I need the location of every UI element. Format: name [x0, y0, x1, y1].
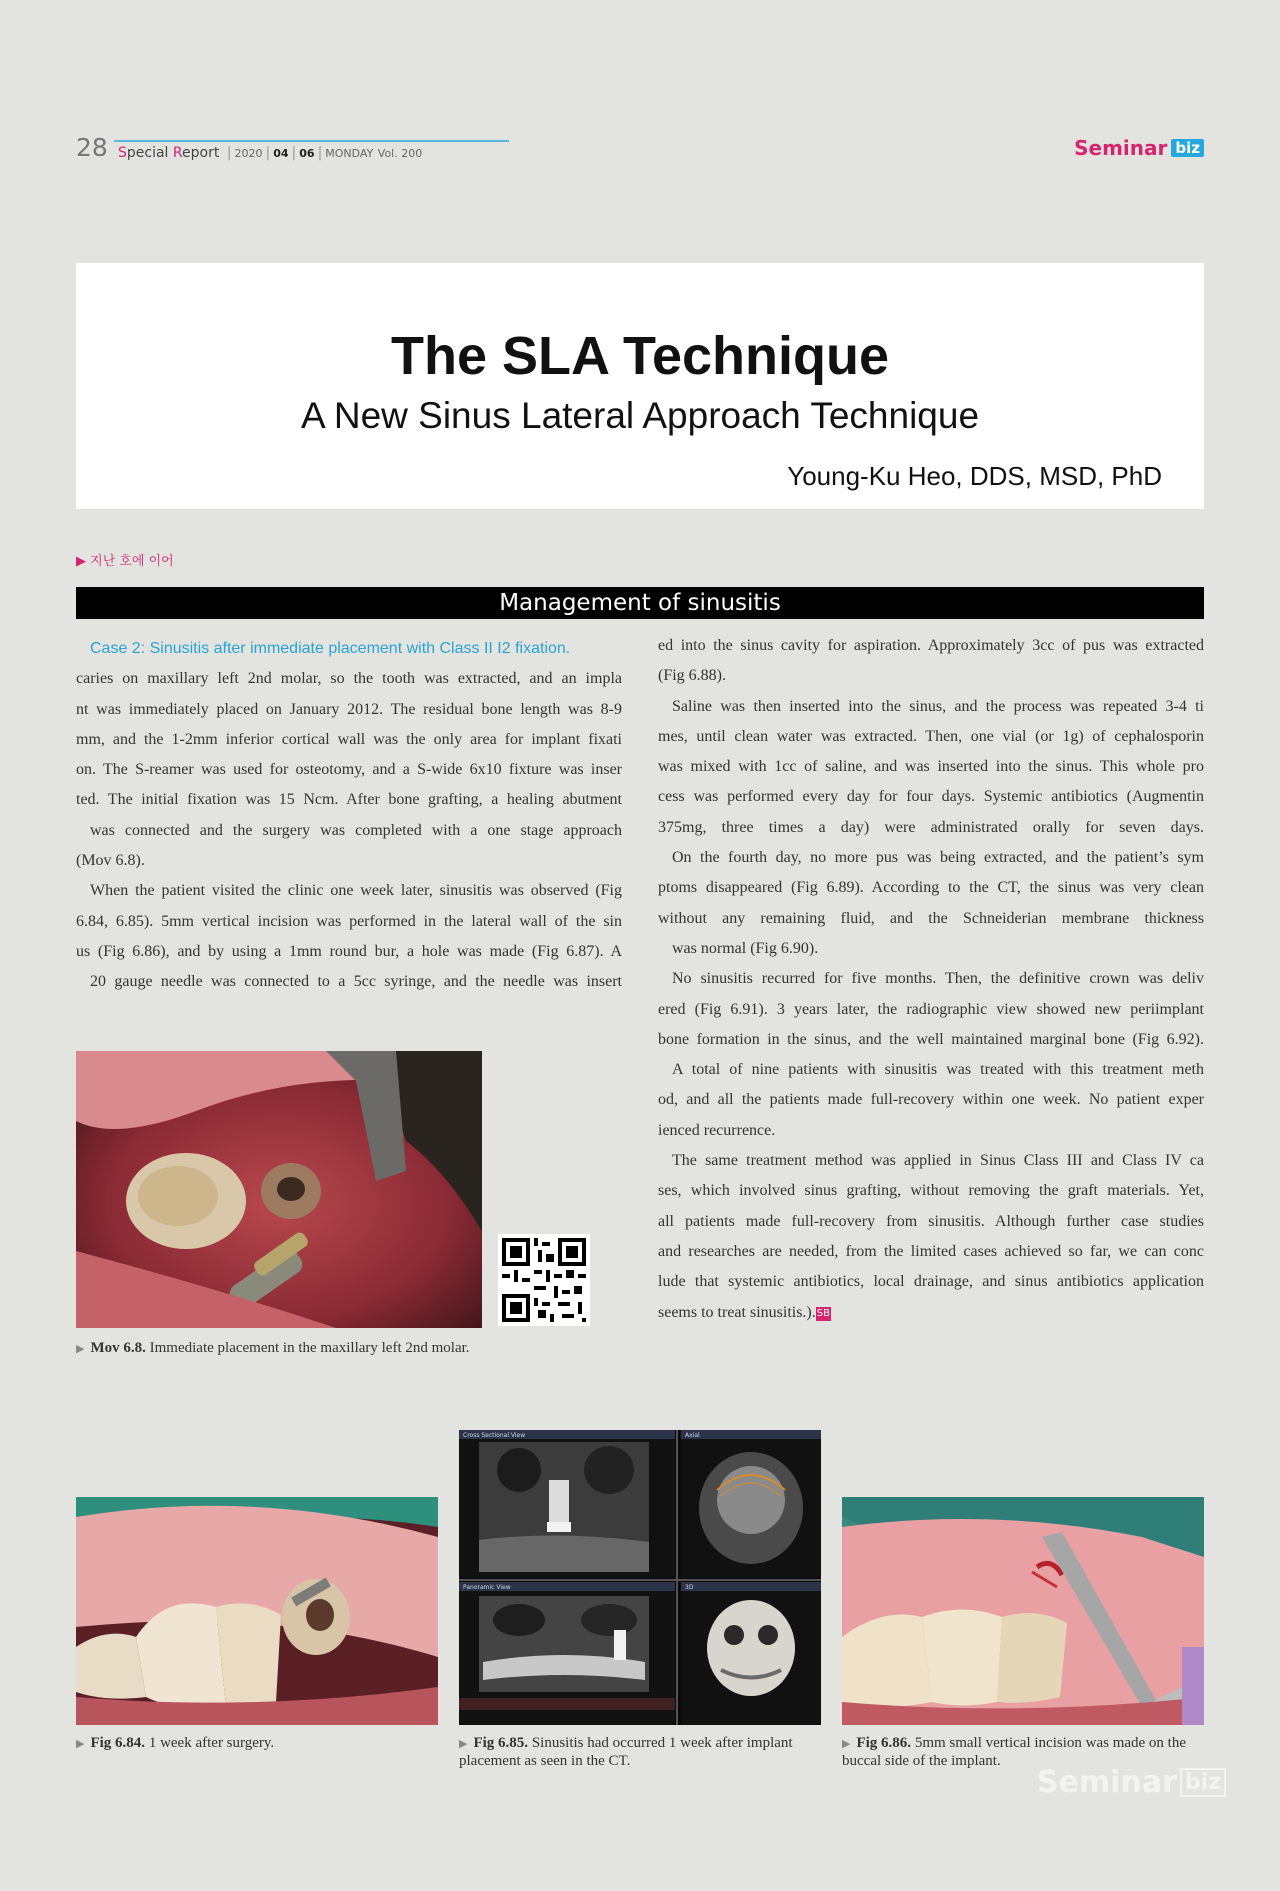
watermark-text: Seminar: [1037, 1765, 1177, 1800]
text-line: ienced recurrence.: [658, 1121, 776, 1139]
right-column: [658, 631, 1204, 1328]
text-line: caries on maxillary left 2nd molar, so the tooth was extracted, and an impla: [76, 670, 622, 688]
article-subtitle: A New Sinus Lateral Approach Technique: [300, 395, 980, 436]
text-line: cess was performed every day for four days. Systemic antibiotics (Augmentin: [658, 788, 1204, 806]
fig-6-85-label: Fig 6.85.: [473, 1735, 529, 1751]
case-heading: Case 2: Sinusitis after immediate placement with Class II I2 fixation.: [90, 640, 571, 657]
text-line: (Fig 6.88).: [658, 667, 726, 685]
text-line: was connected and the surgery was completed with a one stage approach: [90, 821, 622, 839]
text-line: 6.84, 6.85). 5mm vertical incision was performed in the lateral wall of the sin: [76, 912, 622, 930]
text-line: 20 gauge needle was connected to a 5cc syringe, and the needle was insert: [90, 973, 622, 991]
fig-6-84-text: 1 week after surgery.: [148, 1735, 275, 1751]
ct-panel-label-tr: Axial: [685, 1432, 700, 1439]
ct-panel-label-bl: Panoramic View: [463, 1584, 511, 1591]
text-line: all patients made full-recovery from sinusitis. Although further case studies: [658, 1212, 1204, 1230]
fig-6-84-label: Fig 6.84.: [90, 1735, 146, 1751]
logo-badge: biz: [1171, 139, 1204, 157]
fig-6-85-caption: ▶ Fig 6.85. Sinusitis had occurred 1 week after implant placement as seen in the CT.: [459, 1735, 793, 1769]
text-line: and researches are needed, from the limited cases achieved so far, we can conc: [658, 1242, 1204, 1260]
qr-code[interactable]: [498, 1234, 590, 1326]
fig-6-85-text: Sinusitis had occurred 1 week after implant placement as seen in the CT.: [459, 1735, 793, 1769]
text-line: The same treatment method was applied in Sinus Class III and Class IV ca: [672, 1152, 1204, 1170]
section-heading: Management of sinusitis: [76, 587, 1204, 619]
issue-year: 2020: [234, 147, 263, 160]
continued-label: ▶ 지난 호에 이어: [76, 554, 174, 569]
text-line: seems to treat sinusitis.).SB: [658, 1303, 830, 1321]
text-line: ered (Fig 6.91). 3 years later, the radiographic view showed new periimplant: [658, 1000, 1204, 1018]
text-line: us (Fig 6.86), and by using a 1mm round bur, a hole was made (Fig 6.87). A: [76, 942, 622, 960]
text-line: A total of nine patients with sinusitis was treated with this treatment meth: [672, 1061, 1204, 1079]
text-line: was mixed with 1cc of saline, and was inserted into the sinus. This whole pro: [658, 758, 1204, 776]
fig-6-84-caption: ▶ Fig 6.84. 1 week after surgery.: [76, 1735, 275, 1751]
text-line: without any remaining fluid, and the Schneiderian membrane thickness: [658, 909, 1204, 927]
text-line: was normal (Fig 6.90).: [672, 939, 819, 957]
page-number: 28: [76, 133, 108, 162]
text-line: 375mg, three times a day) were administrated orally for seven days.: [658, 818, 1204, 836]
fig-6-86-text: 5mm small vertical incision was made on the buccal side of the implant.: [842, 1735, 1186, 1769]
left-column: [76, 634, 622, 998]
page-header: [76, 130, 1204, 166]
mov-6-8-label: Mov 6.8.: [90, 1340, 146, 1356]
seminar-biz-logo: [1074, 136, 1204, 160]
mov-6-8-photo: [76, 1051, 482, 1328]
issue-volume: Vol. 200: [377, 147, 423, 160]
watermark: [1037, 1765, 1226, 1800]
section-first: Special: [118, 145, 169, 161]
fig-6-86-label: Fig 6.86.: [856, 1735, 912, 1751]
fig-6-84-photo: [76, 1497, 438, 1725]
text-line: bone formation in the sinus, and the well maintained marginal bone (Fig 6.92).: [658, 1030, 1204, 1048]
issue-day: 06: [299, 147, 315, 160]
text-line: mes, until clean water was extracted. Then, one vial (or 1g) of cephalosporin: [658, 727, 1204, 745]
mov-6-8-text: Immediate placement in the maxillary left 2nd molar.: [149, 1340, 470, 1356]
section-label: Special Report | 2020 | 04 | 06 | MONDAY Vol. 200: [118, 145, 423, 161]
issue-month: 04: [273, 147, 289, 160]
article-author: Young-Ku Heo, DDS, MSD, PhD: [787, 461, 1162, 491]
text-line: mm, and the 1-2mm inferior cortical wall was the only area for implant fixati: [76, 730, 622, 748]
ct-panel-label-br: 3D: [685, 1584, 694, 1591]
text-line: No sinusitis recurred for five months. Then, the definitive crown was deliv: [672, 970, 1204, 988]
end-badge: SB: [816, 1307, 830, 1319]
article-title: The SLA Technique: [390, 326, 890, 386]
text-line: (Mov 6.8).: [76, 852, 145, 870]
text-line: When the patient visited the clinic one week later, sinusitis was observed (Fig: [90, 882, 622, 900]
text-line: On the fourth day, no more pus was being extracted, and the patient’s sym: [672, 849, 1204, 867]
text-line: ted. The initial fixation was 15 Ncm. After bone grafting, a healing abutment: [76, 791, 622, 809]
text-line: nt was immediately placed on January 2012. The residual bone length was 8-9: [76, 700, 622, 718]
title-box: [76, 263, 1204, 509]
watermark-badge: biz: [1180, 1768, 1226, 1797]
fig-6-86-photo: [842, 1497, 1204, 1725]
text-line: ses, which involved sinus grafting, without removing the graft materials. Yet,: [658, 1182, 1204, 1200]
text-line: ptoms disappeared (Fig 6.89). According to the CT, the sinus was very clean: [658, 879, 1204, 897]
text-line: ed into the sinus cavity for aspiration. Approximately 3cc of pus was extracted: [658, 637, 1204, 654]
ct-panel-label-tl: Cross Sectional View: [463, 1432, 526, 1439]
text-line: on. The S-reamer was used for osteotomy, and a S-wide 6x10 fixture was inser: [76, 761, 622, 779]
text-line: od, and all the patients made full-recovery within one week. No patient exper: [658, 1091, 1204, 1109]
logo-text: Seminar: [1074, 136, 1168, 160]
section-second: Report: [172, 145, 220, 161]
text-line: lude that systemic antibiotics, local drainage, and sinus antibiotics application: [658, 1273, 1204, 1291]
mov-6-8-caption: ▶ Mov 6.8. Immediate placement in the maxillary left 2nd molar.: [76, 1340, 470, 1356]
fig-6-86-caption: ▶ Fig 6.86. 5mm small vertical incision was made on the buccal side of the implant.: [842, 1735, 1186, 1769]
issue-weekday: MONDAY: [325, 147, 374, 160]
text-line: Saline was then inserted into the sinus, and the process was repeated 3-4 ti: [672, 697, 1204, 715]
fig-6-85-ct: [459, 1430, 821, 1725]
header-rule: [114, 140, 509, 142]
